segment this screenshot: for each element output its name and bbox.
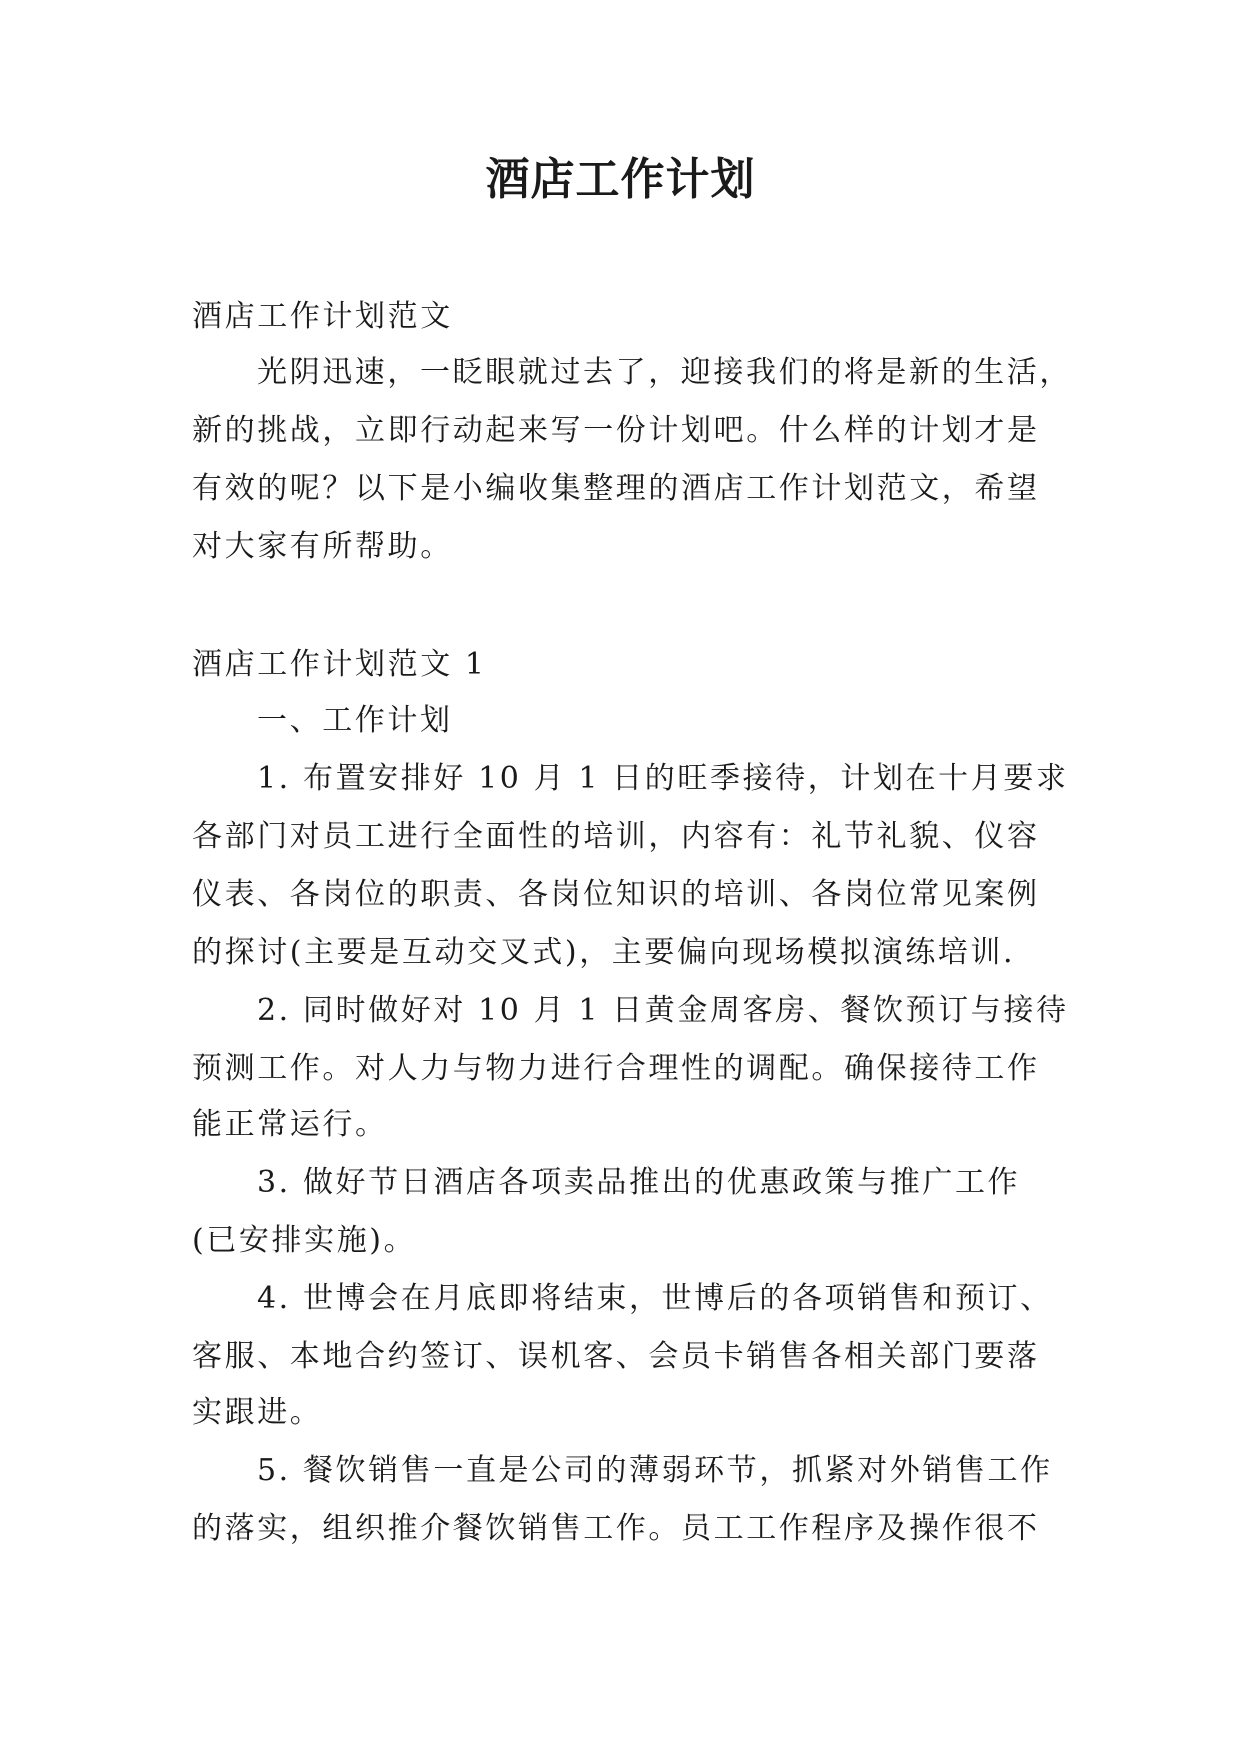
text-line: 的探讨(主要是互动交叉式)，主要偏向现场模拟演练培训. xyxy=(192,935,1016,970)
text-line: 2. 同时做好对 10 月 1 日黄金周客房、餐饮预订与接待 xyxy=(257,993,1069,1028)
text-line: 预测工作。对人力与物力进行合理性的调配。确保接待工作 xyxy=(192,1051,1040,1086)
text-line: 对大家有所帮助。 xyxy=(192,529,453,564)
text-line: 实跟进。 xyxy=(192,1395,323,1430)
text-line: 的落实，组织推介餐饮销售工作。员工工作程序及操作很不 xyxy=(192,1511,1040,1546)
text-line: 酒店工作计划范文 1 xyxy=(192,647,487,682)
text-line: 各部门对员工进行全面性的培训，内容有：礼节礼貌、仪容 xyxy=(192,819,1040,854)
text-line: 能正常运行。 xyxy=(192,1107,388,1142)
text-line: 3. 做好节日酒店各项卖品推出的优惠政策与推广工作 xyxy=(257,1165,1021,1200)
text-line: 仪表、各岗位的职责、各岗位知识的培训、各岗位常见案例 xyxy=(192,877,1040,912)
text-line: 新的挑战，立即行动起来写一份计划吧。什么样的计划才是 xyxy=(192,413,1040,448)
text-line: 4. 世博会在月底即将结束，世博后的各项销售和预订、 xyxy=(257,1281,1053,1316)
text-line: 光阴迅速，一眨眼就过去了，迎接我们的将是新的生活， xyxy=(257,355,1072,390)
text-line: 1. 布置安排好 10 月 1 日的旺季接待，计划在十月要求 xyxy=(257,761,1069,796)
text-line: 客服、本地合约签订、误机客、会员卡销售各相关部门要落 xyxy=(192,1339,1040,1374)
text-line: 酒店工作计划范文 xyxy=(192,299,453,334)
text-line: 5. 餐饮销售一直是公司的薄弱环节，抓紧对外销售工作 xyxy=(257,1453,1053,1488)
text-line: (已安排实施)。 xyxy=(192,1223,417,1258)
text-line: 有效的呢？以下是小编收集整理的酒店工作计划范文，希望 xyxy=(192,471,1040,506)
document-title: 酒店工作计划 xyxy=(485,154,756,205)
text-line: 一、工作计划 xyxy=(257,703,453,738)
